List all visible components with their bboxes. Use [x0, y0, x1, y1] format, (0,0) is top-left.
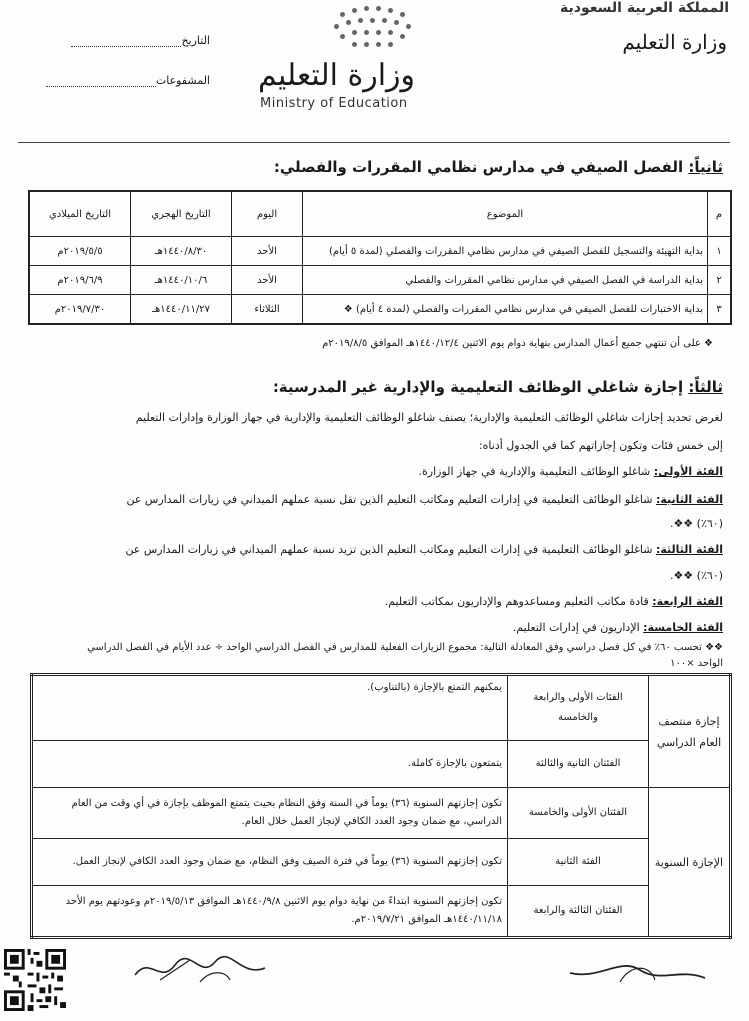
- row-hijri: ١٤٤٠/١١/٢٧هـ: [131, 295, 232, 325]
- row-day: الثلاثاء: [232, 295, 303, 325]
- row-categories: الفئة الثانية: [508, 839, 649, 886]
- category-2: [23, 492, 723, 508]
- logo-text-ar: وزارة التعليم: [258, 58, 416, 93]
- leave-table: [30, 673, 732, 939]
- category-1-label: الفئة الأولى:: [653, 465, 723, 478]
- category-3-text: شاغلو الوظائف التعليمية في إدارات التعليم ومكاتب التعليم الذين تزيد نسبة عملهم الميداني في زيارات المدارس عن: [125, 543, 653, 556]
- category-5: [23, 620, 723, 636]
- leave-section-title: [273, 378, 723, 396]
- row-description: تكون إجازتهم السنوية ابتداءً من نهاية دوام يوم الاثنين ١٤٤٠/٩/٨هـ الموافق ٢٠١٩/٥/١٣م وعودتهم يوم الأحد ١٤٤٠/١١/١٨هـ الموافق ٢٠١٩/٧/٢١م.: [32, 886, 508, 938]
- table-row: [32, 675, 731, 741]
- row-subject: بداية الاختبارات للفصل الصيفي في مدارس نظامي المقررات والفصلي (لمدة ٤ أيام) ❖: [303, 295, 708, 325]
- country-line: المملكة العربية السعودية: [560, 0, 729, 16]
- ministry-name: وزارة التعليم: [622, 30, 727, 54]
- row-categories: الفئتان الأولى والخامسة: [508, 788, 649, 839]
- col-index: م: [708, 191, 732, 237]
- annual-head: الإجازة السنوية: [649, 788, 731, 938]
- row-description: تكون إجازتهم السنوية (٣٦) يوماً في السنة وفق النظام بحيث يتمتع الموظف بإجازة في أي وقت من العام الدراسي، مع ضمان وجود العدد الكافي لإنجاز العمل خلال العام.: [32, 788, 508, 839]
- category-2-label: الفئة الثانية:: [655, 493, 723, 506]
- leave-intro-1: لغرض تحديد إجازات شاغلي الوظائف التعليمية والإدارية؛ يصنف شاغلو الوظائف التعليمية والإدارية في جهاز الوزارة وإدارات التعليم: [135, 411, 723, 424]
- col-gregorian: التاريخ الميلادي: [29, 191, 131, 237]
- logo-text-en: Ministry of Education: [260, 96, 408, 111]
- leave-section-heading: إجازة شاغلي الوظائف التعليمية والإدارية غير المدرسية:: [272, 378, 684, 396]
- category-3: [23, 542, 723, 558]
- row-description: يتمتعون بالإجازة كاملة.: [32, 741, 508, 788]
- category-4: [23, 594, 723, 610]
- category-5-label: الفئة الخامسة:: [643, 621, 723, 634]
- row-gregorian: ٢٠١٩/٦/٩م: [29, 266, 131, 295]
- row-categories: الفئتان الثالثة والرابعة: [508, 886, 649, 938]
- row-hijri: ١٤٤٠/١٠/٦هـ: [131, 266, 232, 295]
- attachments-label: المشفوعات: [155, 74, 210, 87]
- row-index: ٣: [708, 295, 732, 325]
- table-row: [29, 237, 731, 266]
- summer-note: ❖ على أن تنتهي جميع أعمال المدارس بنهاية دوام يوم الاثنين ١٤٤٠/١٢/٤هـ الموافق ٢٠١٩/٨/٥م: [322, 338, 713, 349]
- table-row: [29, 266, 731, 295]
- date-field: [30, 34, 210, 47]
- category-1: [23, 464, 723, 480]
- table-row: [32, 741, 731, 788]
- summer-table: [28, 190, 732, 325]
- leave-section-prefix: ثالثاً:: [688, 378, 723, 396]
- category-1-text: شاغلو الوظائف التعليمية والإدارية في جهاز الوزارة.: [418, 465, 651, 478]
- logo-dots-icon: [330, 4, 420, 50]
- row-day: الأحد: [232, 237, 303, 266]
- header-divider: [18, 142, 730, 143]
- category-4-text: قادة مكاتب التعليم ومساعدوهم والإداريون بمكاتب التعليم.: [384, 595, 649, 608]
- category-3-label: الفئة الثالثة:: [655, 543, 723, 556]
- row-subject: بداية الدراسة في الفصل الصيفي في مدارس نظامي المقررات والفصلي: [303, 266, 708, 295]
- row-day: الأحد: [232, 266, 303, 295]
- col-day: اليوم: [232, 191, 303, 237]
- row-index: ١: [708, 237, 732, 266]
- col-subject: الموضوع: [303, 191, 708, 237]
- row-gregorian: ٢٠١٩/٧/٣٠م: [29, 295, 131, 325]
- formula-note: ❖❖ تحسب ٦٠٪ في كل فصل دراسي وفق المعادلة التالية: مجموع الزيارات الفعلية للمدارس في الفصل الدراسي الواحد ÷ عدد الأيام في الفصل الدراسي: [87, 642, 723, 653]
- row-index: ٢: [708, 266, 732, 295]
- category-4-label: الفئة الرابعة:: [652, 595, 723, 608]
- table-row: [32, 788, 731, 839]
- row-gregorian: ٢٠١٩/٥/٥م: [29, 237, 131, 266]
- category-2-tail: (٦٠٪) ❖❖.: [669, 517, 723, 530]
- row-description: يمكنهم التمتع بالإجازة (بالتناوب).: [32, 675, 508, 741]
- signature-mark: [560, 958, 710, 988]
- summer-table-header: [29, 191, 731, 237]
- date-label: التاريخ: [181, 34, 210, 47]
- row-categories: الفئات الأولى والرابعة والخامسة: [508, 675, 649, 741]
- row-subject: بداية التهيئة والتسجيل للفصل الصيفي في مدارس نظامي المقررات والفصلي (لمدة ٥ أيام): [303, 237, 708, 266]
- mid-year-head: إجازة منتصف العام الدراسي: [649, 675, 731, 788]
- category-2-text: شاغلو الوظائف التعليمية في إدارات التعليم ومكاتب التعليم الذين تقل نسبة عملهم الميداني في زيارات المدارس عن: [126, 493, 653, 506]
- category-3-tail: (٦٠٪) ❖❖.: [669, 569, 723, 582]
- summer-section-heading: الفصل الصيفي في مدارس نظامي المقررات والفصلي:: [273, 158, 684, 176]
- table-row: [29, 295, 731, 325]
- row-description: تكون إجازتهم السنوية (٣٦) يوماً في فترة الصيف وفق النظام، مع ضمان وجود العدد الكافي لإنجاز العمل.: [32, 839, 508, 886]
- row-hijri: ١٤٤٠/٨/٣٠هـ: [131, 237, 232, 266]
- row-categories: الفئتان الثانية والثالثة: [508, 741, 649, 788]
- summer-section-title: [274, 158, 723, 176]
- attachments-field: [30, 74, 210, 87]
- qr-code-icon: [4, 949, 66, 1011]
- signature-mark: [130, 950, 270, 990]
- summer-section-prefix: ثانياً:: [688, 158, 723, 176]
- col-hijri: التاريخ الهجري: [131, 191, 232, 237]
- table-row: [32, 839, 731, 886]
- leave-intro-2: إلى خمس فئات وتكون إجازاتهم كما في الجدول أدناه:: [478, 439, 723, 452]
- formula-tail: الواحد ×١٠٠: [670, 658, 723, 669]
- category-5-text: الإداريون في إدارات التعليم.: [512, 621, 640, 634]
- table-row: [32, 886, 731, 938]
